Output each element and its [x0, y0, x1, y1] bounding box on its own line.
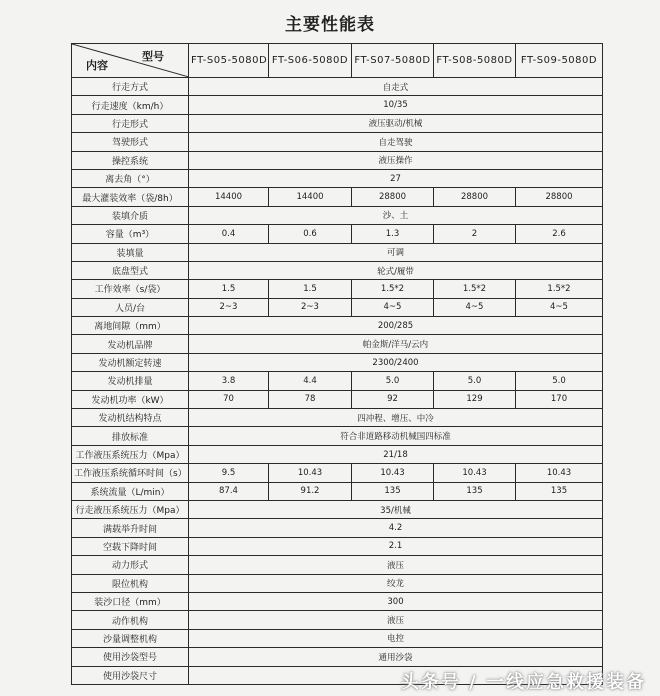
- value-cell: 2: [434, 225, 516, 243]
- value-cell: 10.43: [516, 464, 603, 482]
- table-row: [72, 409, 603, 427]
- table-row: [72, 280, 603, 298]
- value-cell: 10.43: [269, 464, 352, 482]
- row-label: 行走速度（km/h）: [72, 96, 189, 114]
- table-row: [72, 96, 603, 114]
- table-row: [72, 133, 603, 151]
- value-cell: 1.5: [189, 280, 269, 298]
- table-row: [72, 629, 603, 647]
- table-row: [72, 353, 603, 371]
- row-label: 人员/台: [72, 298, 189, 316]
- row-label: 发动机排量: [72, 372, 189, 390]
- value-cell: 4~5: [352, 298, 434, 316]
- model-header-cell: FT-S09-5080D: [516, 44, 603, 78]
- corner-label-content: 内容: [86, 59, 108, 72]
- model-header-cell: FT-S07-5080D: [352, 44, 434, 78]
- table-row: [72, 537, 603, 555]
- page-title: 主要性能表: [285, 15, 375, 35]
- value-cell: 2~3: [269, 298, 352, 316]
- merged-value-cell: 液压驱动/机械: [189, 114, 603, 132]
- row-label: 发动机额定转速: [72, 353, 189, 371]
- row-label: 驾驶形式: [72, 133, 189, 151]
- value-cell: 28800: [516, 188, 603, 206]
- table-row: [72, 372, 603, 390]
- value-cell: 14400: [269, 188, 352, 206]
- merged-value-cell: 4.2: [189, 519, 603, 537]
- value-cell: 10.43: [434, 464, 516, 482]
- table-row: [72, 427, 603, 445]
- value-cell: 91.2: [269, 482, 352, 500]
- row-label: 离地间隙（mm）: [72, 317, 189, 335]
- value-cell: 135: [352, 482, 434, 500]
- value-cell: 9.5: [189, 464, 269, 482]
- value-cell: 70: [189, 390, 269, 408]
- table-row: [72, 519, 603, 537]
- row-label: 工作效率（s/袋）: [72, 280, 189, 298]
- model-header-cell: FT-S08-5080D: [434, 44, 516, 78]
- merged-value-cell: 绞龙: [189, 574, 603, 592]
- value-cell: 1.5*2: [352, 280, 434, 298]
- value-cell: 2.6: [516, 225, 603, 243]
- table-row: [72, 225, 603, 243]
- value-cell: 1.5*2: [516, 280, 603, 298]
- value-cell: 28800: [352, 188, 434, 206]
- value-cell: 14400: [189, 188, 269, 206]
- value-cell: 3.8: [189, 372, 269, 390]
- row-label: 沙量调整机构: [72, 629, 189, 647]
- merged-value-cell: 2.1: [189, 537, 603, 555]
- table-row: [72, 317, 603, 335]
- merged-value-cell: 轮式/履带: [189, 261, 603, 279]
- table-row: [72, 206, 603, 224]
- merged-value-cell: 2300/2400: [189, 353, 603, 371]
- value-cell: 10.43: [352, 464, 434, 482]
- table-row: [72, 464, 603, 482]
- merged-value-cell: 液压: [189, 556, 603, 574]
- model-header-cell: FT-S05-5080D: [189, 44, 269, 78]
- row-label: 行走液压系统压力（Mpa）: [72, 500, 189, 518]
- table-row: [72, 574, 603, 592]
- merged-value-cell: 电控: [189, 629, 603, 647]
- row-label: 发动机结构特点: [72, 409, 189, 427]
- table-row: [72, 261, 603, 279]
- row-label: 动力形式: [72, 556, 189, 574]
- value-cell: 5.0: [434, 372, 516, 390]
- row-label: 满载举升时间: [72, 519, 189, 537]
- merged-value-cell: 可调: [189, 243, 603, 261]
- table-row: [72, 151, 603, 169]
- merged-value-cell: 四冲程、增压、中冷: [189, 409, 603, 427]
- table-row: [72, 611, 603, 629]
- merged-value-cell: 液压: [189, 611, 603, 629]
- value-cell: 135: [434, 482, 516, 500]
- table-row: [72, 188, 603, 206]
- merged-value-cell: 液压操作: [189, 151, 603, 169]
- table-row: [72, 556, 603, 574]
- table-row: [72, 390, 603, 408]
- row-label: 操控系统: [72, 151, 189, 169]
- table-row: [72, 500, 603, 518]
- merged-value-cell: 自走式: [189, 78, 603, 96]
- value-cell: 1.5: [269, 280, 352, 298]
- merged-value-cell: 符合非道路移动机械国四标准: [189, 427, 603, 445]
- value-cell: 87.4: [189, 482, 269, 500]
- table-row: [72, 648, 603, 666]
- row-label: 工作液压系统循环时间（s）: [72, 464, 189, 482]
- value-cell: 4~5: [434, 298, 516, 316]
- row-label: 限位机构: [72, 574, 189, 592]
- value-cell: 4.4: [269, 372, 352, 390]
- row-label: 装沙口径（mm）: [72, 592, 189, 610]
- table-row: [72, 335, 603, 353]
- table-row: [72, 114, 603, 132]
- value-cell: 92: [352, 390, 434, 408]
- row-label: 使用沙袋尺寸: [72, 666, 189, 684]
- row-label: 工作液压系统压力（Mpa）: [72, 445, 189, 463]
- merged-value-cell: 帕金斯/洋马/云内: [189, 335, 603, 353]
- row-label: 发动机功率（kW）: [72, 390, 189, 408]
- row-label: 空载下降时间: [72, 537, 189, 555]
- spec-table: [71, 43, 603, 685]
- table-row: [72, 445, 603, 463]
- row-label: 行走形式: [72, 114, 189, 132]
- row-label: 装填量: [72, 243, 189, 261]
- value-cell: 0.4: [189, 225, 269, 243]
- merged-value-cell: 自走驾驶: [189, 133, 603, 151]
- value-cell: 170: [516, 390, 603, 408]
- row-label: 装填介质: [72, 206, 189, 224]
- header-corner-cell: [72, 44, 189, 78]
- merged-value-cell: 沙、土: [189, 206, 603, 224]
- table-row: [72, 482, 603, 500]
- value-cell: 1.5*2: [434, 280, 516, 298]
- value-cell: 129: [434, 390, 516, 408]
- table-row: [72, 169, 603, 187]
- watermark-text: 头条号 / 一线应急救援装备: [400, 672, 646, 693]
- table-row: [72, 298, 603, 316]
- row-label: 动作机构: [72, 611, 189, 629]
- value-cell: 2~3: [189, 298, 269, 316]
- merged-value-cell: 300: [189, 592, 603, 610]
- table-header-row: [72, 44, 603, 78]
- value-cell: 0.6: [269, 225, 352, 243]
- row-label: 底盘型式: [72, 261, 189, 279]
- table-row: [72, 243, 603, 261]
- row-label: 最大灌装效率（袋/8h）: [72, 188, 189, 206]
- value-cell: 1.3: [352, 225, 434, 243]
- merged-value-cell: 10/35: [189, 96, 603, 114]
- table-row: [72, 592, 603, 610]
- value-cell: 78: [269, 390, 352, 408]
- value-cell: 5.0: [352, 372, 434, 390]
- merged-value-cell: 35/机械: [189, 500, 603, 518]
- merged-value-cell: 27: [189, 169, 603, 187]
- merged-value-cell: 通用沙袋: [189, 648, 603, 666]
- value-cell: 135: [516, 482, 603, 500]
- row-label: 容量（m³）: [72, 225, 189, 243]
- merged-value-cell: 200/285: [189, 317, 603, 335]
- row-label: 离去角（°）: [72, 169, 189, 187]
- row-label: 使用沙袋型号: [72, 648, 189, 666]
- row-label: 行走方式: [72, 78, 189, 96]
- corner-label-model: 型号: [142, 50, 164, 63]
- merged-value-cell: 21/18: [189, 445, 603, 463]
- row-label: 排放标准: [72, 427, 189, 445]
- row-label: 系统流量（L/min）: [72, 482, 189, 500]
- row-label: 发动机品牌: [72, 335, 189, 353]
- value-cell: 5.0: [516, 372, 603, 390]
- value-cell: 4~5: [516, 298, 603, 316]
- table-row: [72, 78, 603, 96]
- value-cell: 28800: [434, 188, 516, 206]
- model-header-cell: FT-S06-5080D: [269, 44, 352, 78]
